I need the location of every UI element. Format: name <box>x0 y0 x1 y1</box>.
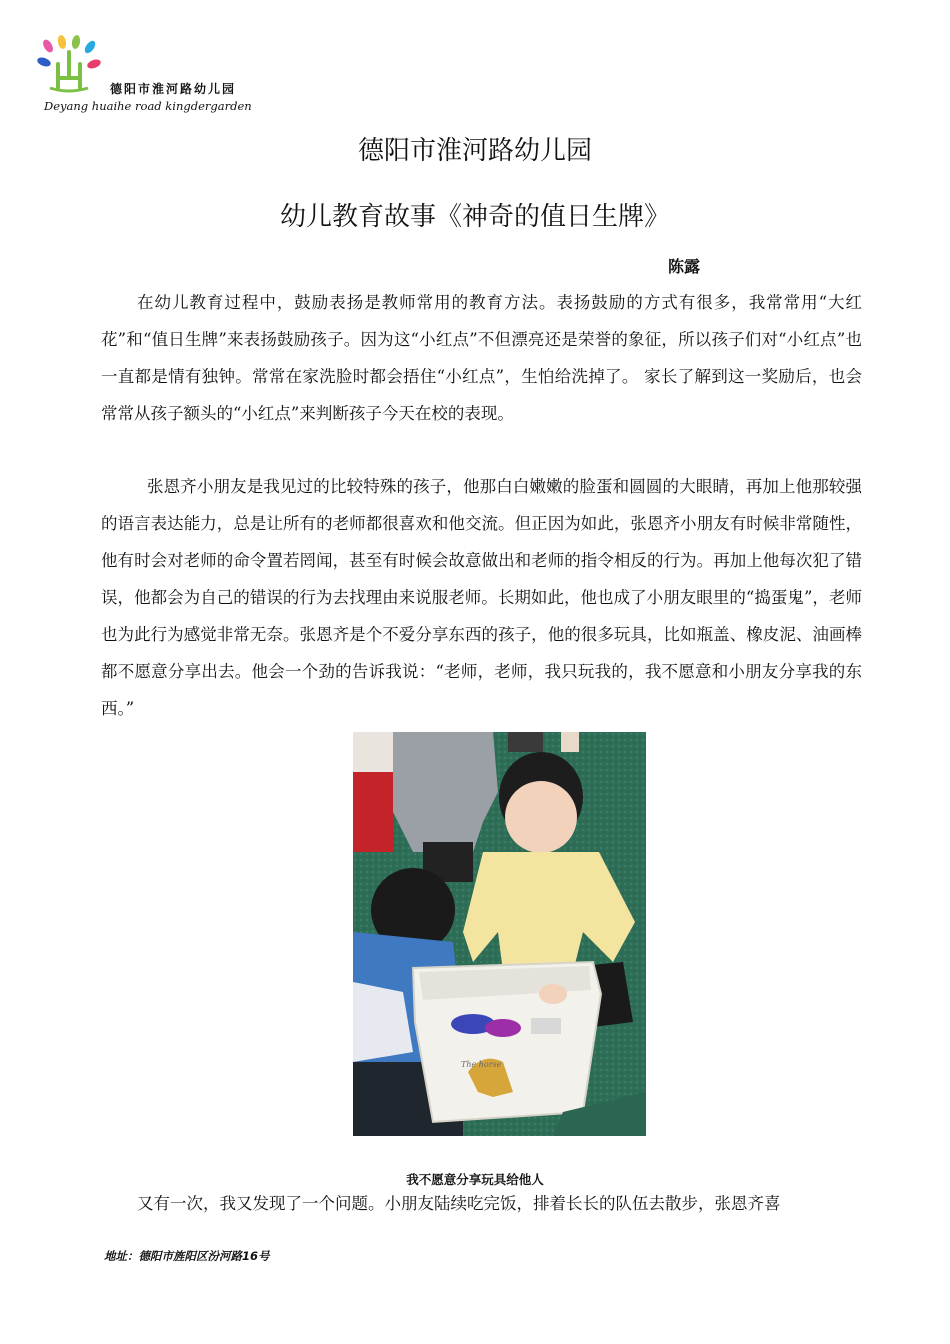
story-title: 幼儿教育故事《神奇的值日生牌》 <box>279 202 670 232</box>
footer-address: 地址：德阳市旌阳区汾河路16号 <box>104 1249 270 1263</box>
school-title: 德阳市淮河路幼儿园 <box>357 136 592 166</box>
children-playing-photo <box>353 732 646 1136</box>
paragraph-2: 张恩齐小朋友是我见过的比较特殊的孩子，他那白白嫩嫩的脸蛋和圆圆的大眼睛，再加上他那较强的语言表达能力，总是让所有的老师都很喜欢和他交流。但正因为如此，张恩齐小朋友有时候非常随性，他有时会对老师的命令置若罔闻，甚至有时候会故意做出和老师的指令相反的行为。再加上他每次犯了错误，他都会为自己的错误的行为去找理由来说服老师。长期如此，他也成了小朋友眼里的“捣蛋鬼”，老师也为此行为感觉非常无奈。张恩齐是个不爱分享东西的孩子，他的很多玩具，比如瓶盖、橡皮泥、油画棒都不愿意分享出去。他会一个劲的告诉我说：“老师，老师，我只玩我的，我不愿意和小朋友分享我的东西。” <box>101 477 862 718</box>
author-name: 陈露 <box>668 257 701 276</box>
logo-name-en: Deyang huaihe road kingdergarden <box>44 99 252 113</box>
photo-caption: 我不愿意分享玩具给他人 <box>406 1172 544 1187</box>
basket-print-text: The horse <box>461 1060 502 1069</box>
kindergarten-logo <box>36 34 106 96</box>
paragraph-1: 在幼儿教育过程中，鼓励表扬是教师常用的教育方法。表扬鼓励的方式有很多，我常常用“大红花”和“值日生牌”来表扬鼓励孩子。因为这“小红点”不但漂亮还是荣誉的象征，所以孩子们对“小红点”也一直都是情有独钟。常常在家洗脸时都会捂住“小红点”，生怕给洗掉了。 家长了解到这一奖励后，也会常常从孩子额头的“小红点”来判断孩子今天在校的表现。 <box>101 293 862 423</box>
logo-name-cn: 德阳市淮河路幼儿园 <box>110 82 237 96</box>
paragraph-3: 又有一次，我又发现了一个问题。小朋友陆续吃完饭，排着长长的队伍去散步，张恩齐喜 <box>137 1194 781 1213</box>
